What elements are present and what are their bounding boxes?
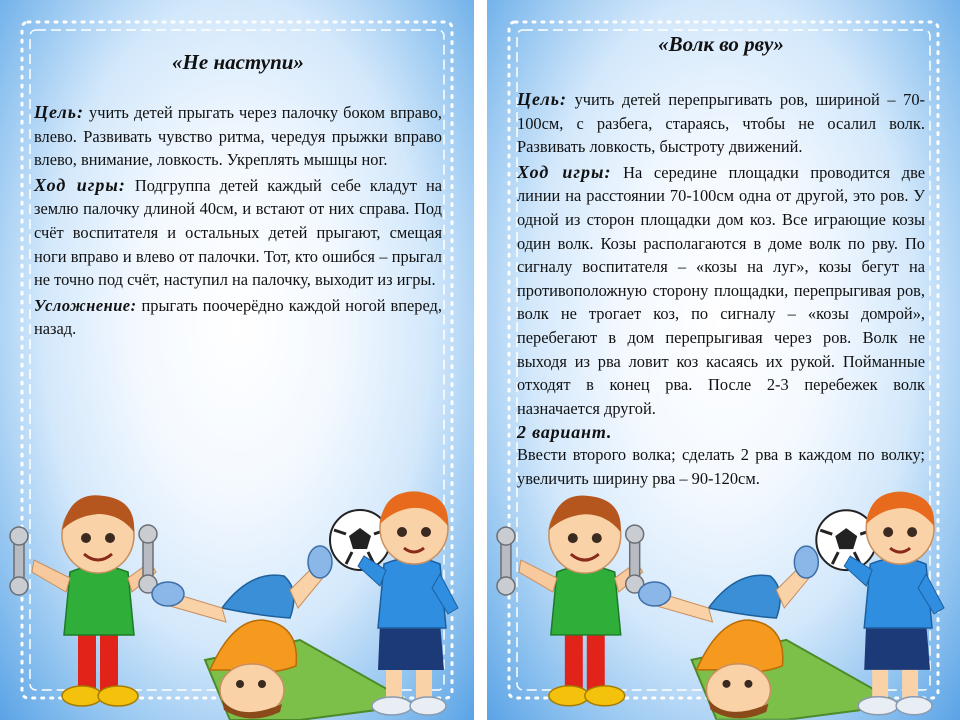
game-card-volk-vo-rvu [487,0,960,720]
goal-text: учить детей прыгать через палочку боком вправо, влево. Развивать чувство ритма, чередуя прыжки вправо влево, внимание, ловкость. Укреплять мышцы ног. [34,103,442,170]
course-paragraph [34,174,442,292]
goal-label: Цель: [517,89,567,109]
course-paragraph [517,161,925,421]
game-title: «Не наступи» [172,50,304,74]
goal-paragraph [517,88,925,159]
complication-text: прыгать поочерёдно каждой ногой вперед, назад. [34,295,442,339]
kids-illustration [0,490,474,720]
complication-paragraph [34,294,442,341]
goal-text: учить детей перепрыгивать ров, шириной – 70-100см, с разбега, стараясь, чтобы не осалил волк. Развивать ловкость, быстроту движений. [517,90,925,157]
card-text [34,50,442,343]
course-text: Подгруппа детей каждый себе кладут на землю палочку длиной 40см, и встают от них справа. Под счёт воспитателя и остальных детей прыгают, смещая ноги вправо и влево от палочки. Тот, кто ошибся – прыгал не точно под счёт, наступил на палочку, выходит из игры. [34,175,442,290]
course-label: Ход игры: [517,161,612,182]
card-text [517,32,925,493]
kids-illustration [487,490,960,720]
complication-label: Усложнение: [34,295,137,315]
game-card-ne-nastupi [0,0,474,720]
goal-label: Цель: [34,102,84,122]
game-title: «Волк во рву» [658,32,784,56]
variant-text: Ввести второго волка; сделать 2 рва в каждом по волку; увеличить ширину рва – 90-120см. [517,445,925,488]
course-text: На середине площадки проводится две линии на расстоянии 70-100см одна от другой, это ров. У одной из сторон площадки дом коз. Все играющие козы один волк. Козы располагаются в доме волк по рву. По сигналу воспитателя – «козы на луг», козы бегут на противоположную сторону площадки, перепрыгивая ров, волк не трогает коз, по сигналу – «козы домрой», перебегают в дом перепрыгивая через ров. Волк не выходя из рва ловит коз касаясь их рукой. Пойманные отходят в конец рва. После 2-3 перебежек волк назначается другой. [517,162,926,418]
course-label: Ход игры: [34,174,126,195]
goal-paragraph [34,101,442,172]
variant-label: 2 вариант. [517,422,613,443]
